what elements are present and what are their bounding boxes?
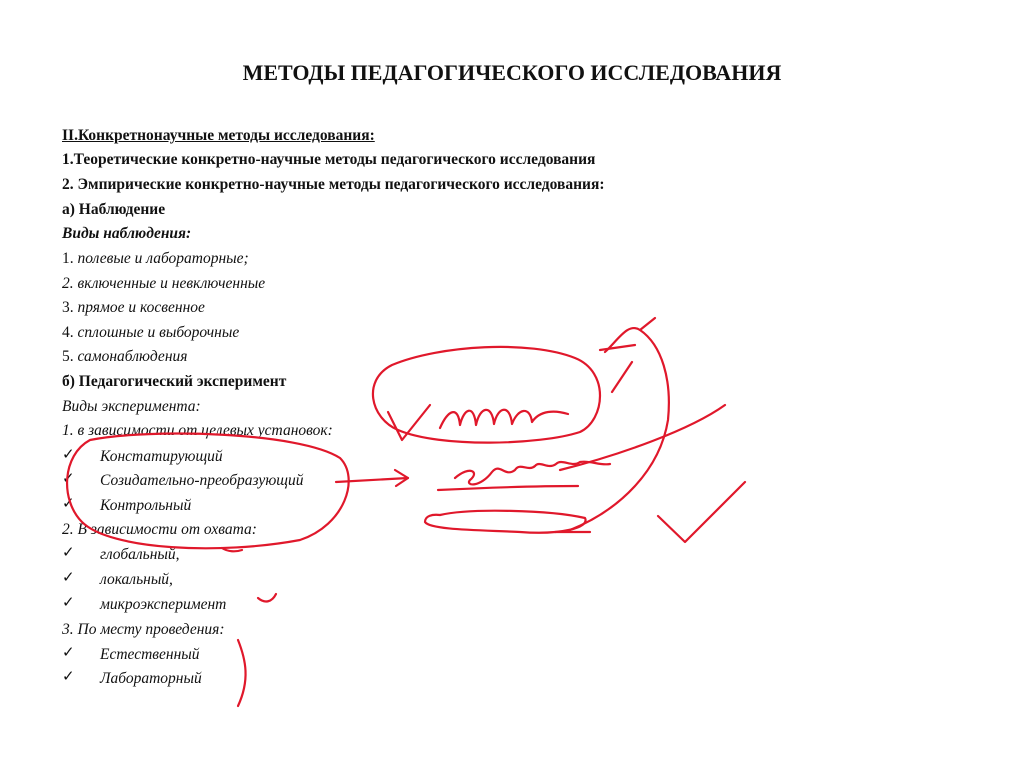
experiment-heading: б) Педагогический эксперимент [62,373,287,390]
ink-long-arrow-tip [612,362,632,392]
list-item: Созидательно-преобразующий [100,472,304,489]
ink-check-mark [388,405,430,440]
observation-type-3: 3. прямое и косвенное [62,299,205,316]
ink-diagonal-line [560,405,725,470]
observation-types-heading: Виды наблюдения: [62,225,192,242]
observation-type-4: 4. сплошные и выборочные [62,324,240,341]
list-item: глобальный, [100,546,180,563]
list-item: Констатирующий [100,448,223,465]
check-icon: ✓ [62,545,75,561]
ink-arrow-head [395,470,408,486]
ink-long-arrow [570,328,669,530]
ink-tick-2 [258,594,276,601]
ink-check-right [658,482,745,542]
experiment-types-heading: Виды эксперимента: [62,398,201,415]
observation-type-1: 1. полевые и лабораторные; [62,250,249,267]
ink-scribble-1 [440,410,568,428]
list-item: микроэксперимент [100,596,227,613]
ink-bracket [238,640,246,706]
list-item: Лабораторный [100,670,202,687]
page-title: МЕТОДЫ ПЕДАГОГИЧЕСКОГО ИССЛЕДОВАНИЯ [242,60,782,85]
criterion-place: 3. По месту проведения: [62,621,225,638]
check-icon: ✓ [62,669,75,685]
list-item: Контрольный [100,497,192,514]
ink-arrow-line [336,478,408,482]
ink-tick-1 [222,548,242,551]
theoretical-methods: 1.Теоретические конкретно-научные методы педагогического исследования [62,151,596,168]
observation-type-2: 2. включенные и невключенные [62,275,266,292]
criterion-coverage: 2. В зависимости от охвата: [62,521,257,538]
check-icon: ✓ [62,570,75,586]
list-item: Естественный [100,646,200,663]
section-heading: II.Конкретнонаучные методы исследования: [62,127,375,144]
check-icon: ✓ [62,595,75,611]
ink-underline-1 [438,486,578,490]
check-icon: ✓ [62,496,75,512]
observation-heading: а) Наблюдение [62,201,166,218]
empirical-methods: 2. Эмпирические конкретно-научные методы педагогического исследования: [62,176,605,193]
ink-bottom-oval [425,511,586,533]
ink-long-arrow-head [600,318,655,350]
observation-type-5: 5. самонаблюдения [62,348,188,365]
list-item: локальный, [100,571,173,588]
ink-scribble-2 [455,462,610,485]
check-icon: ✓ [62,447,75,463]
check-icon: ✓ [62,471,75,487]
ink-ellipse-top [373,347,600,443]
criterion-goals: 1. в зависимости от целевых установок: [62,422,333,439]
check-icon: ✓ [62,645,75,661]
